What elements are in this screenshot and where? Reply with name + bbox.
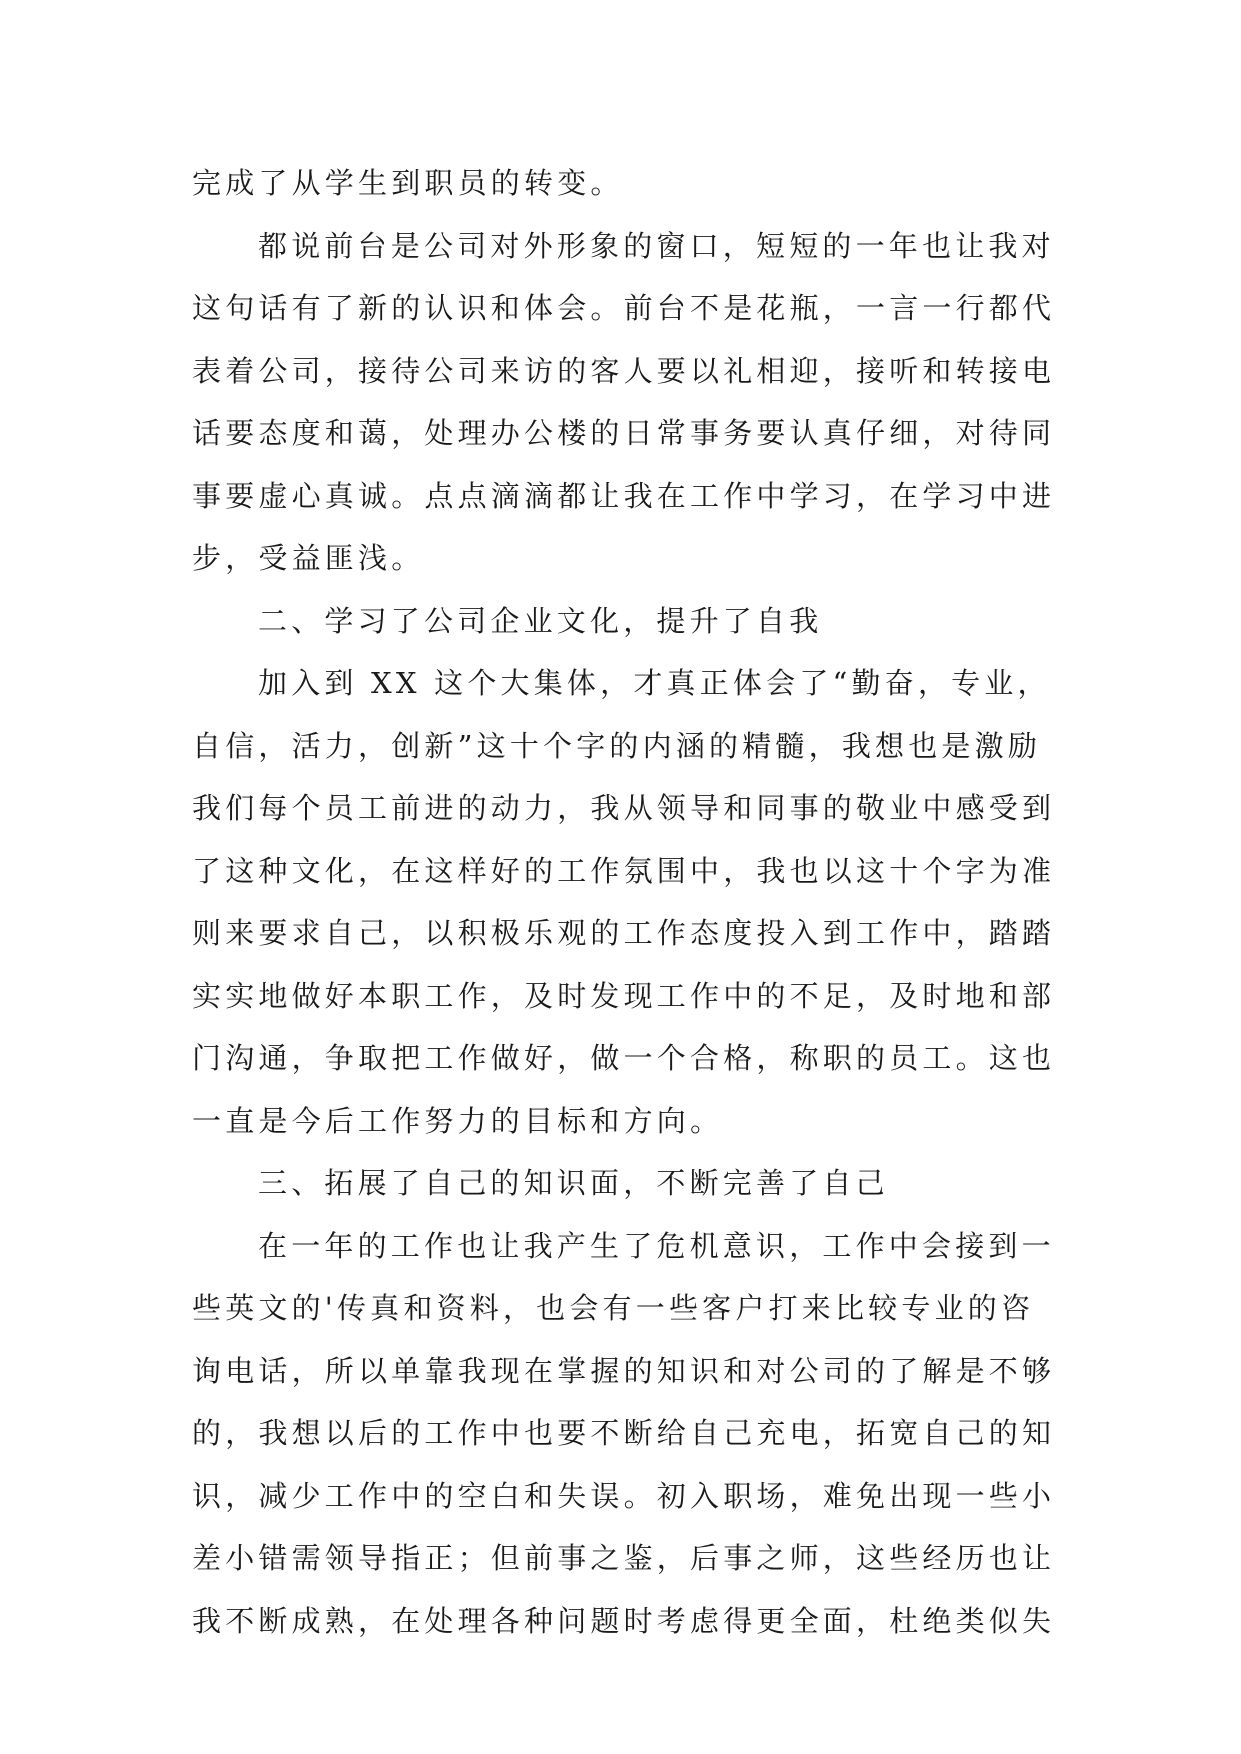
text-line: 一直是今后工作努力的目标和方向。 xyxy=(192,1103,724,1138)
text-line: 我不断成熟，在处理各种问题时考虑得更全面，杜绝类似失 xyxy=(192,1603,1056,1638)
section-heading: 二、学习了公司企业文化，提升了自我 xyxy=(258,603,823,638)
text-line: 则来要求自己，以积极乐观的工作态度投入到工作中，踏踏 xyxy=(192,916,1056,950)
text-line: 完成了从学生到职员的转变。 xyxy=(192,166,624,200)
text-line: 事要虚心真诚。点点滴滴都让我在工作中学习，在学习中进 xyxy=(192,478,1056,513)
text-line: 自信，活力，创新”这十个字的内涵的精髓，我想也是激励 xyxy=(192,728,1042,763)
paragraph-start-line: 在一年的工作也让我产生了危机意识，工作中会接到一 xyxy=(258,1228,1055,1263)
section-heading: 三、拓展了自己的知识面，不断完善了自己 xyxy=(258,1166,889,1200)
text-line: 表着公司，接待公司来访的客人要以礼相迎，接听和转接电 xyxy=(192,353,1056,388)
text-line: 识，减少工作中的空白和失误。初入职场，难免出现一些小 xyxy=(192,1478,1056,1513)
text-line: 门沟通，争取把工作做好，做一个合格，称职的员工。这也 xyxy=(192,1041,1056,1075)
text-line: 了这种文化，在这样好的工作氛围中，我也以这十个字为准 xyxy=(192,853,1056,888)
text-line: 我们每个员工前进的动力，我从领导和同事的敬业中感受到 xyxy=(192,791,1056,825)
text-line: 步，受益匪浅。 xyxy=(192,541,425,575)
text-line: 实实地做好本职工作，及时发现工作中的不足，及时地和部 xyxy=(192,978,1056,1013)
paragraph-start-line: 加入到 XX 这个大集体，才真正体会了“勤奋，专业， xyxy=(258,666,1051,700)
text-line: 的，我想以后的工作中也要不断给自己充电，拓宽自己的知 xyxy=(192,1416,1056,1450)
body-text xyxy=(192,152,1056,1652)
text-line: 差小错需领导指正；但前事之鉴，后事之师，这些经历也让 xyxy=(192,1541,1056,1575)
text-line: 话要态度和蔼，处理办公楼的日常事务要认真仔细，对待同 xyxy=(192,416,1056,450)
paragraph-start-line: 都说前台是公司对外形象的窗口，短短的一年也让我对 xyxy=(258,228,1055,263)
text-line: 询电话，所以单靠我现在掌握的知识和对公司的了解是不够 xyxy=(192,1353,1056,1388)
text-line: 这句话有了新的认识和体会。前台不是花瓶，一言一行都代 xyxy=(192,291,1056,325)
text-line: 些英文的'传真和资料，也会有一些客户打来比较专业的咨 xyxy=(192,1291,1035,1325)
